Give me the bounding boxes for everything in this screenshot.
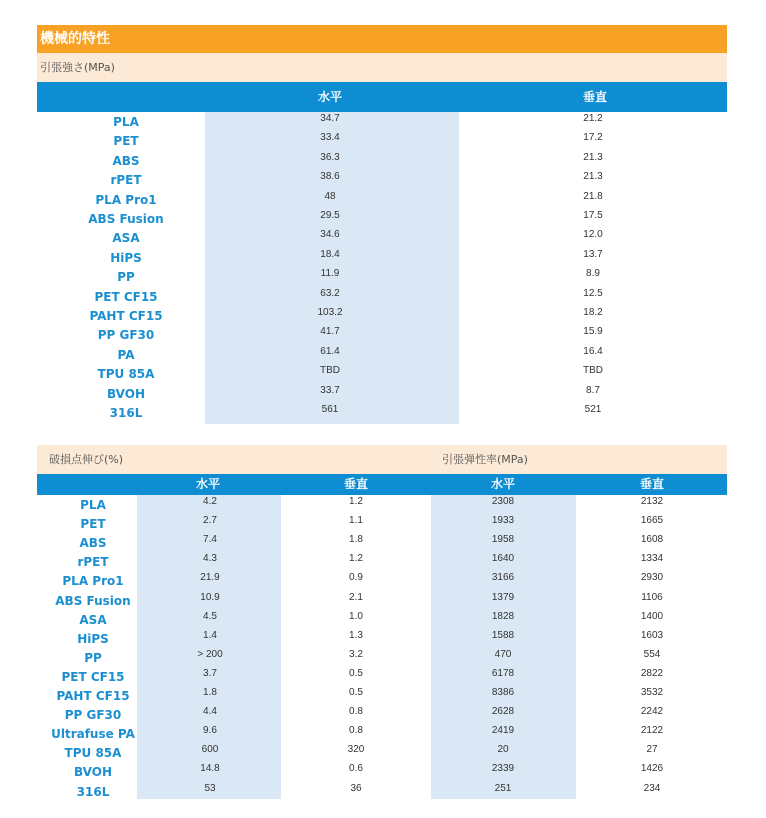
material-name: ASA: [112, 231, 140, 246]
modulus-vertical-value: 554: [643, 648, 661, 660]
tensile-vertical-value: 12.5: [583, 287, 603, 299]
material-name: 316L: [76, 784, 110, 799]
elongation-vertical-value: 0.5: [349, 667, 363, 679]
tensile-horizontal-value: 41.7: [320, 326, 340, 338]
elongation-col-horizontal: 水平: [195, 477, 220, 491]
tensile-vertical-value: 8.7: [586, 384, 600, 396]
tensile-vertical-value: 13.7: [583, 248, 603, 260]
tensile-vertical-value: 21.8: [583, 190, 603, 202]
tensile-header-row: [37, 82, 727, 112]
tensile-horizontal-value: 63.2: [320, 287, 340, 299]
material-name: ABS: [79, 536, 107, 551]
modulus-vertical-value: 2122: [640, 725, 664, 737]
lower-label-bar: [37, 445, 727, 474]
elongation-horizontal-value: 1.4: [203, 629, 217, 641]
material-name: BVOH: [74, 765, 112, 780]
modulus-vertical-value: 3532: [640, 687, 664, 698]
modulus-horizontal-value: 1958: [491, 534, 515, 546]
material-name: PLA: [80, 498, 106, 512]
material-name: PA: [117, 347, 135, 362]
modulus-vertical-value: 1603: [640, 629, 664, 641]
material-name: PP GF30: [64, 708, 122, 723]
material-name: PAHT CF15: [89, 309, 163, 323]
elongation-horizontal-value: 21.9: [200, 572, 220, 584]
modulus-horizontal-value: 2339: [491, 763, 515, 775]
tensile-vertical-value: 17.5: [583, 210, 603, 221]
material-name: rPET: [77, 555, 109, 570]
elongation-vertical-value: 1.2: [349, 553, 363, 565]
elongation-horizontal-value: 4.2: [203, 496, 217, 507]
tensile-horizontal-value: 11.9: [320, 268, 340, 280]
material-name: PET: [80, 517, 106, 532]
modulus-horizontal-value: 251: [494, 782, 512, 794]
modulus-vertical-value: 2132: [640, 496, 664, 507]
modulus-horizontal-value: 2308: [491, 496, 515, 507]
elongation-vertical-value: 1.3: [349, 629, 363, 641]
tensile-vertical-value: 21.3: [583, 151, 603, 163]
modulus-horizontal-value: 2628: [491, 706, 515, 718]
modulus-vertical-value: 1400: [640, 610, 664, 622]
tensile-vertical-value: 21.2: [583, 113, 603, 124]
tensile-vertical-value: 15.9: [583, 326, 603, 338]
tensile-horizontal-value: 61.4: [320, 345, 340, 357]
tensile-horizontal-value: 103.2: [317, 307, 343, 318]
modulus-horizontal-value: 470: [494, 648, 512, 660]
material-name: PP: [117, 270, 135, 285]
elongation-horizontal-value: 600: [201, 744, 219, 756]
modulus-vertical-value: 1334: [640, 553, 664, 565]
elongation-vertical-value: 1.0: [349, 610, 363, 622]
tensile-strength-label-bar: [37, 53, 727, 82]
tensile-horizontal-value: 34.7: [320, 113, 340, 124]
material-name: PET CF15: [61, 669, 125, 684]
modulus-vertical-value: 2930: [640, 572, 664, 584]
tensile-horizontal-value: 48: [324, 190, 336, 202]
elongation-vertical-value: 36: [350, 782, 362, 794]
elongation-vertical-value: 0.8: [349, 706, 363, 718]
elongation-horizontal-value: 4.4: [203, 706, 217, 718]
modulus-horizontal-value: 3166: [491, 572, 515, 584]
modulus-col-horizontal: 水平: [490, 477, 515, 491]
elongation-col-vertical: 垂直: [343, 477, 368, 491]
modulus-horizontal-value: 8386: [491, 687, 515, 698]
material-name: PET CF15: [94, 289, 158, 304]
elongation-horizontal-value: 53: [204, 782, 216, 794]
modulus-col-vertical: 垂直: [639, 477, 664, 491]
modulus-horizontal-value: 20: [497, 744, 509, 756]
material-name: PLA: [113, 115, 139, 129]
modulus-horizontal-value: 1828: [491, 610, 515, 622]
modulus-horizontal-value: 2419: [491, 725, 515, 737]
modulus-horizontal-value: 1379: [491, 591, 515, 603]
elongation-vertical-value: 1.8: [349, 534, 363, 546]
elongation-vertical-value: 1.2: [349, 496, 363, 507]
tensile-modulus-label: 引張弾性率(MPa): [442, 453, 528, 466]
tensile-vertical-value: 8.9: [586, 268, 600, 280]
elongation-vertical-value: 0.8: [349, 725, 363, 737]
elongation-vertical-value: 320: [347, 744, 365, 756]
tensile-strength-label: 引張強さ(MPa): [40, 61, 115, 74]
lower-header-row: [37, 474, 727, 495]
elongation-horizontal-value: 3.7: [203, 667, 217, 679]
elongation-label: 破損点伸び(%): [49, 453, 124, 466]
material-name: ABS Fusion: [88, 212, 164, 226]
material-name: HiPS: [77, 631, 109, 646]
modulus-horizontal-value: 1933: [491, 515, 515, 527]
tensile-horizontal-value: 36.3: [320, 151, 340, 163]
material-name: TPU 85A: [97, 367, 155, 382]
elongation-vertical-value: 0.6: [349, 763, 363, 775]
modulus-vertical-value: 2822: [640, 667, 664, 679]
tensile-vertical-value: TBD: [583, 365, 603, 377]
material-name: ABS Fusion: [55, 593, 131, 608]
material-name: PAHT CF15: [56, 689, 130, 703]
elongation-horizontal-value: 7.4: [203, 534, 217, 546]
tensile-horizontal-value: 18.4: [320, 248, 340, 260]
modulus-vertical-value: 1608: [640, 534, 664, 546]
elongation-vertical-value: 2.1: [349, 591, 363, 603]
tensile-horizontal-value: 561: [321, 404, 339, 415]
modulus-vertical-value: 1665: [640, 515, 664, 527]
material-name: Ultrafuse PA: [51, 727, 135, 742]
tensile-horizontal-value: 29.5: [320, 210, 340, 221]
tensile-col-vertical: 垂直: [582, 90, 607, 104]
elongation-horizontal-value: 14.8: [200, 763, 220, 775]
elongation-horizontal-value: 10.9: [200, 591, 220, 603]
tensile-horizontal-value: 33.4: [320, 132, 340, 144]
tensile-vertical-value: 12.0: [583, 229, 603, 241]
material-name: PET: [113, 134, 139, 149]
modulus-vertical-value: 1426: [640, 763, 664, 775]
modulus-horizontal-value: 1588: [491, 629, 515, 641]
tensile-vertical-value: 18.2: [583, 307, 603, 318]
elongation-horizontal-value: 4.5: [203, 610, 217, 622]
tensile-vertical-value: 521: [584, 404, 602, 415]
modulus-vertical-value: 1106: [641, 591, 663, 603]
elongation-vertical-value: 0.9: [349, 572, 363, 584]
elongation-horizontal-value: 1.8: [203, 687, 217, 698]
elongation-horizontal-value: 2.7: [203, 515, 217, 527]
tensile-horizontal-value: 38.6: [320, 171, 340, 183]
tensile-vertical-value: 17.2: [583, 132, 603, 144]
material-name: ASA: [79, 612, 107, 627]
material-name: ABS: [112, 153, 140, 168]
elongation-vertical-value: 1.1: [349, 515, 363, 527]
tensile-horizontal-value: TBD: [320, 365, 340, 377]
tensile-col-horizontal: 水平: [317, 90, 342, 104]
modulus-vertical-value: 2242: [640, 706, 664, 718]
elongation-vertical-value: 3.2: [349, 648, 363, 660]
elongation-horizontal-value: 4.3: [203, 553, 217, 565]
modulus-horizontal-value: 1640: [491, 553, 515, 565]
material-name: HiPS: [110, 250, 142, 265]
material-name: PP GF30: [97, 328, 155, 343]
material-name: rPET: [110, 173, 142, 188]
material-name: 316L: [109, 406, 143, 420]
material-name: PLA Pro1: [95, 192, 157, 207]
tensile-vertical-value: 21.3: [583, 171, 603, 183]
tensile-vertical-value: 16.4: [583, 345, 603, 357]
material-name: PP: [84, 650, 102, 665]
modulus-horizontal-value: 6178: [491, 667, 515, 679]
material-name: BVOH: [107, 386, 145, 401]
elongation-horizontal-value: 9.6: [203, 725, 217, 737]
tensile-horizontal-value: 34.6: [320, 229, 340, 241]
section-title: 機械的特性: [37, 25, 727, 53]
elongation-horizontal-value: > 200: [197, 648, 223, 660]
material-name: TPU 85A: [64, 746, 122, 761]
modulus-vertical-value: 234: [643, 782, 661, 794]
elongation-vertical-value: 0.5: [349, 687, 363, 698]
modulus-vertical-value: 27: [646, 744, 658, 756]
material-name: PLA Pro1: [62, 574, 124, 589]
tensile-horizontal-value: 33.7: [320, 384, 340, 396]
